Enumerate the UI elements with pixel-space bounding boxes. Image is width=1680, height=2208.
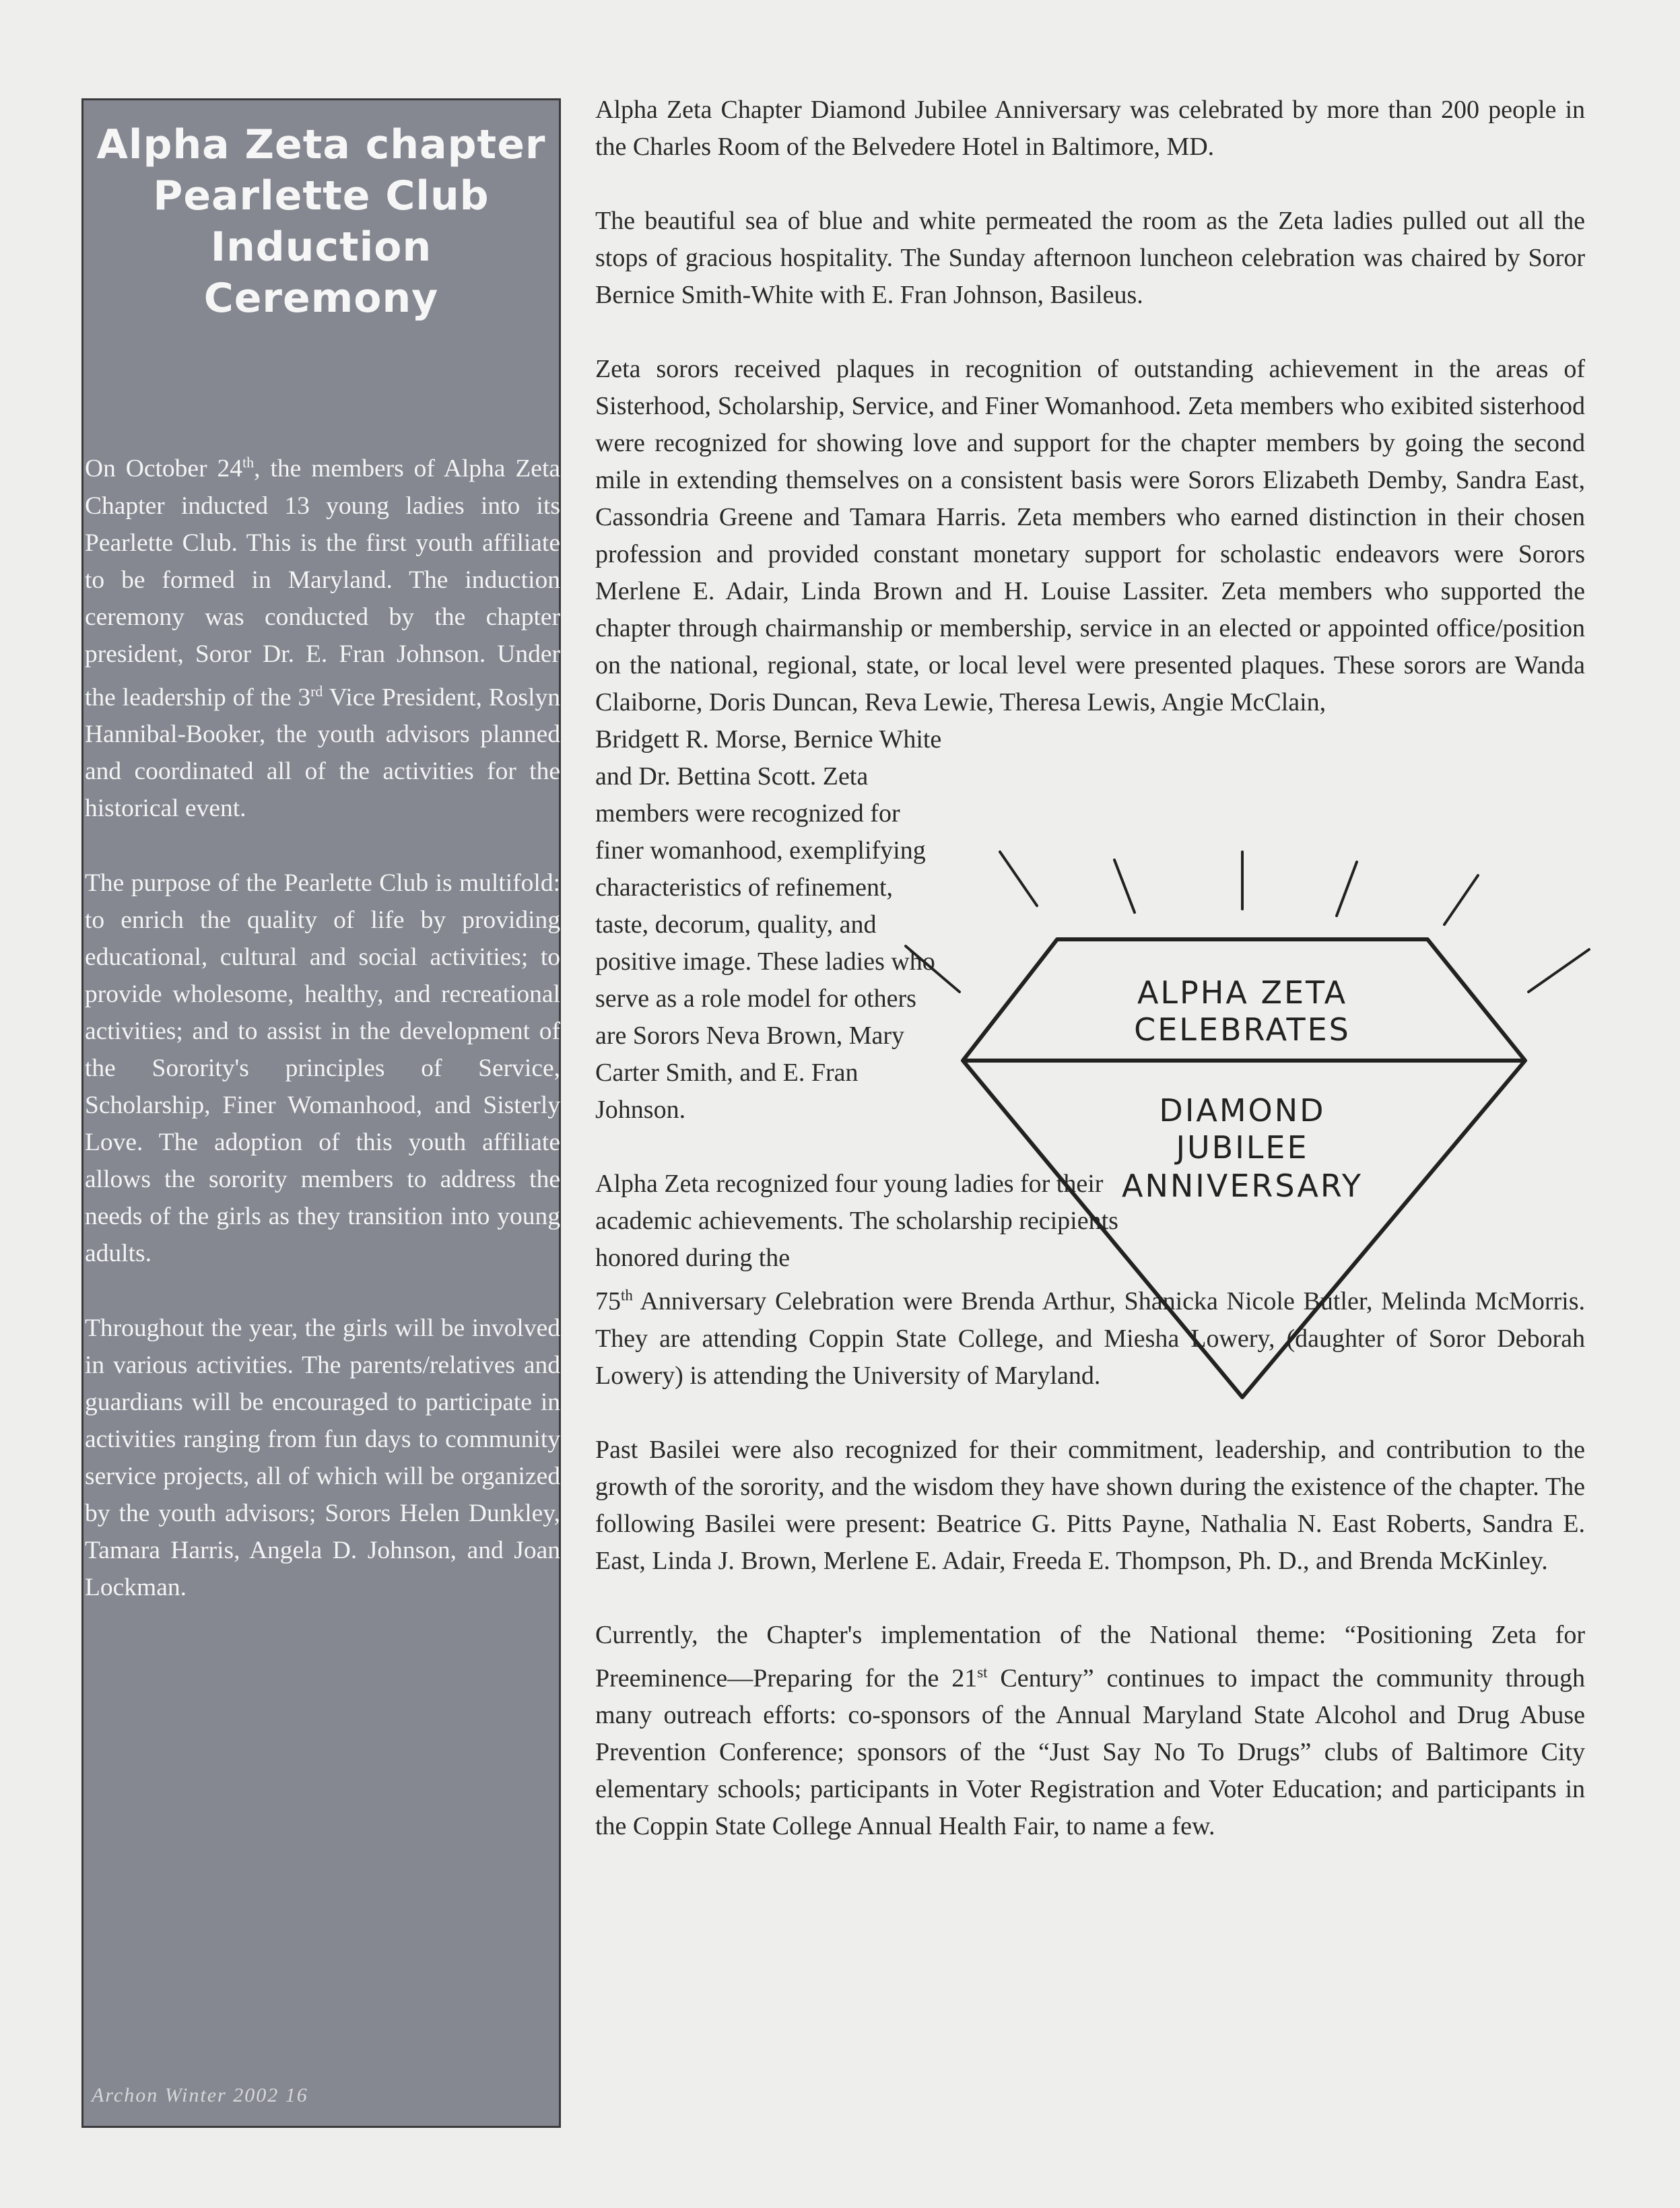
text-span: Anniversary Celebration were Brenda Arthur, Shanicka Nicole Butler, Melinda McMorris. They are attending Coppin State College, and Miesha Lowery, (daughter of Soror Deborah Lowery) is attending the University of Maryland. (595, 1287, 1585, 1390)
page-footer: Archon Winter 2002 16 (92, 2084, 308, 2106)
paragraph-basilei: Past Basilei were also recognized for their commitment, leadership, and contribution to the growth of the sorority, and the wisdom they have shown during the existence of the chapter. The following Basilei were present: Beatrice G. Pitts Payne, Nathalia N. East Roberts, Sandra E. East, Linda J. Brown, Merlene E. Adair, Freeda E. Thompson, Ph. D., and Brenda McKinley. (595, 1435, 1585, 1575)
sparkle-rays (906, 852, 1589, 992)
sidebar-title (90, 119, 552, 324)
paragraph-intro: Alpha Zeta Chapter Diamond Jubilee Anniversary was celebrated by more than 200 people in the Charles Room of the Belvedere Hotel in Baltimore, MD. (595, 96, 1585, 161)
paragraph-plaques: Zeta sorors received plaques in recognition of outstanding achievement in the areas of Sisterhood, Scholarship, Service, and Finer Womanhood. Zeta members who exibited sisterhood were recognized for showing love and support for the chapter members by going the second mile in extending themselves on a consistent basis were Sorors Elizabeth Demby, Sandra East, Cassondria Greene and Tamara Harris. Zeta members who earned distinction in their chosen profession and provided constant monetary support for scholastic endeavors were Sorors Merlene E. Adair, Linda Brown and H. Louise Lassiter. Zeta members who supported the chapter through chairmanship or membership, service in an elected or appointed office/position on the national, regional, state, or local level were presented plaques. These sorors are Wanda Claiborne, Doris Duncan, Reva Lewie, Theresa Lewis, Angie McClain, (595, 355, 1585, 716)
superscript: st (977, 1663, 988, 1681)
sidebar-paragraph-purpose: The purpose of the Pearlette Club is multifold: to enrich the quality of life by providing educational, cultural and social activities; to provide wholesome, healthy, and recreational activities; and to assist in the development of the Sorority's principles of Service, Scholarship, Finer Womanhood, and Sisterly Love. The adoption of this youth affiliate allows the sorority members to address the needs of the girls as they transition into young adults. (85, 869, 560, 1267)
diamond-text-line: DIAMOND (1159, 1092, 1326, 1129)
sidebar-title-line: Alpha Zeta chapter (96, 121, 546, 168)
sidebar-title-line: Pearlette Club (153, 172, 490, 220)
superscript: th (621, 1287, 633, 1304)
sidebar-body (85, 444, 560, 1644)
sidebar-panel (81, 98, 561, 2128)
text-span: Currently, the Chapter's implementation of the National theme: “Positioning Zeta for Preeminence—Preparing for the 21 (595, 1620, 1585, 1693)
text-span: , the members of Alpha Zeta Chapter inducted 13 young ladies into its Pearlette Club. This is the first youth affiliate to be formed in Maryland. The induction ceremony was conducted by the chapter president, Soror Dr. E. Fran Johnson. Under the leadership of the 3 (85, 455, 561, 711)
text-span: On October 24 (85, 455, 243, 483)
sidebar-title-line: Induction Ceremony (203, 224, 439, 322)
superscript: rd (310, 682, 323, 700)
diamond-text-line: ANNIVERSARY (1122, 1168, 1363, 1204)
paragraph-scholarship-start: Alpha Zeta recognized four young ladies for their academic achievements. The scholarship recipients honored during the (595, 1170, 1118, 1272)
text-span: 75 (595, 1287, 621, 1316)
text-span: Vice President, Roslyn Hannibal-Booker, the youth advisors planned and coordinated all of the activities for the historical event. (85, 683, 560, 822)
paragraph-plaques-continued: Bridgett R. Morse, Bernice White and Dr. Bettina Scott. Zeta members were recognized for finer womanhood, exemplifying characteristics of refinement, taste, decorum, quality, and positive image. These ladies who serve as a role model for others are Sorors Neva Brown, Mary Carter Smith, and E. Fran Johnson. (595, 725, 942, 1124)
text-span: Century” continues to impact the community through many outreach efforts: co-sponsors of the Annual Maryland State Alcohol and Drug Abuse Prevention Conference; sponsors of the “Just Say No To Drugs” clubs of Baltimore City elementary schools; participants in Voter Registration and Voter Education; and participants in the Coppin State College Annual Health Fair, to name a few. (595, 1664, 1585, 1841)
paragraph-hospitality: The beautiful sea of blue and white permeated the room as the Zeta ladies pulled out all the stops of gracious hospitality. The Sunday afternoon luncheon celebration was chaired by Soror Bernice Smith-White with E. Fran Johnson, Basileus. (595, 207, 1585, 309)
diamond-icon (892, 845, 1592, 1411)
diamond-jubilee-graphic (892, 845, 1592, 1411)
diamond-text-line: JUBILEE (1176, 1129, 1309, 1166)
superscript: th (242, 454, 255, 471)
diamond-text-line: CELEBRATES (1134, 1011, 1351, 1048)
diamond-text-line: ALPHA ZETA (1137, 974, 1348, 1011)
sidebar-paragraph-activities: Throughout the year, the girls will be involved in various activities. The parents/relatives and guardians will be encouraged to participate in activities ranging from fun days to community service projects, all of which will be organized by the youth advisors; Sorors Helen Dunkley, Tamara Harris, Angela D. Johnson, and Joan Lockman. (85, 1314, 560, 1601)
paragraph-national-theme (595, 1617, 1585, 1846)
sidebar-paragraph-induction (85, 444, 560, 827)
